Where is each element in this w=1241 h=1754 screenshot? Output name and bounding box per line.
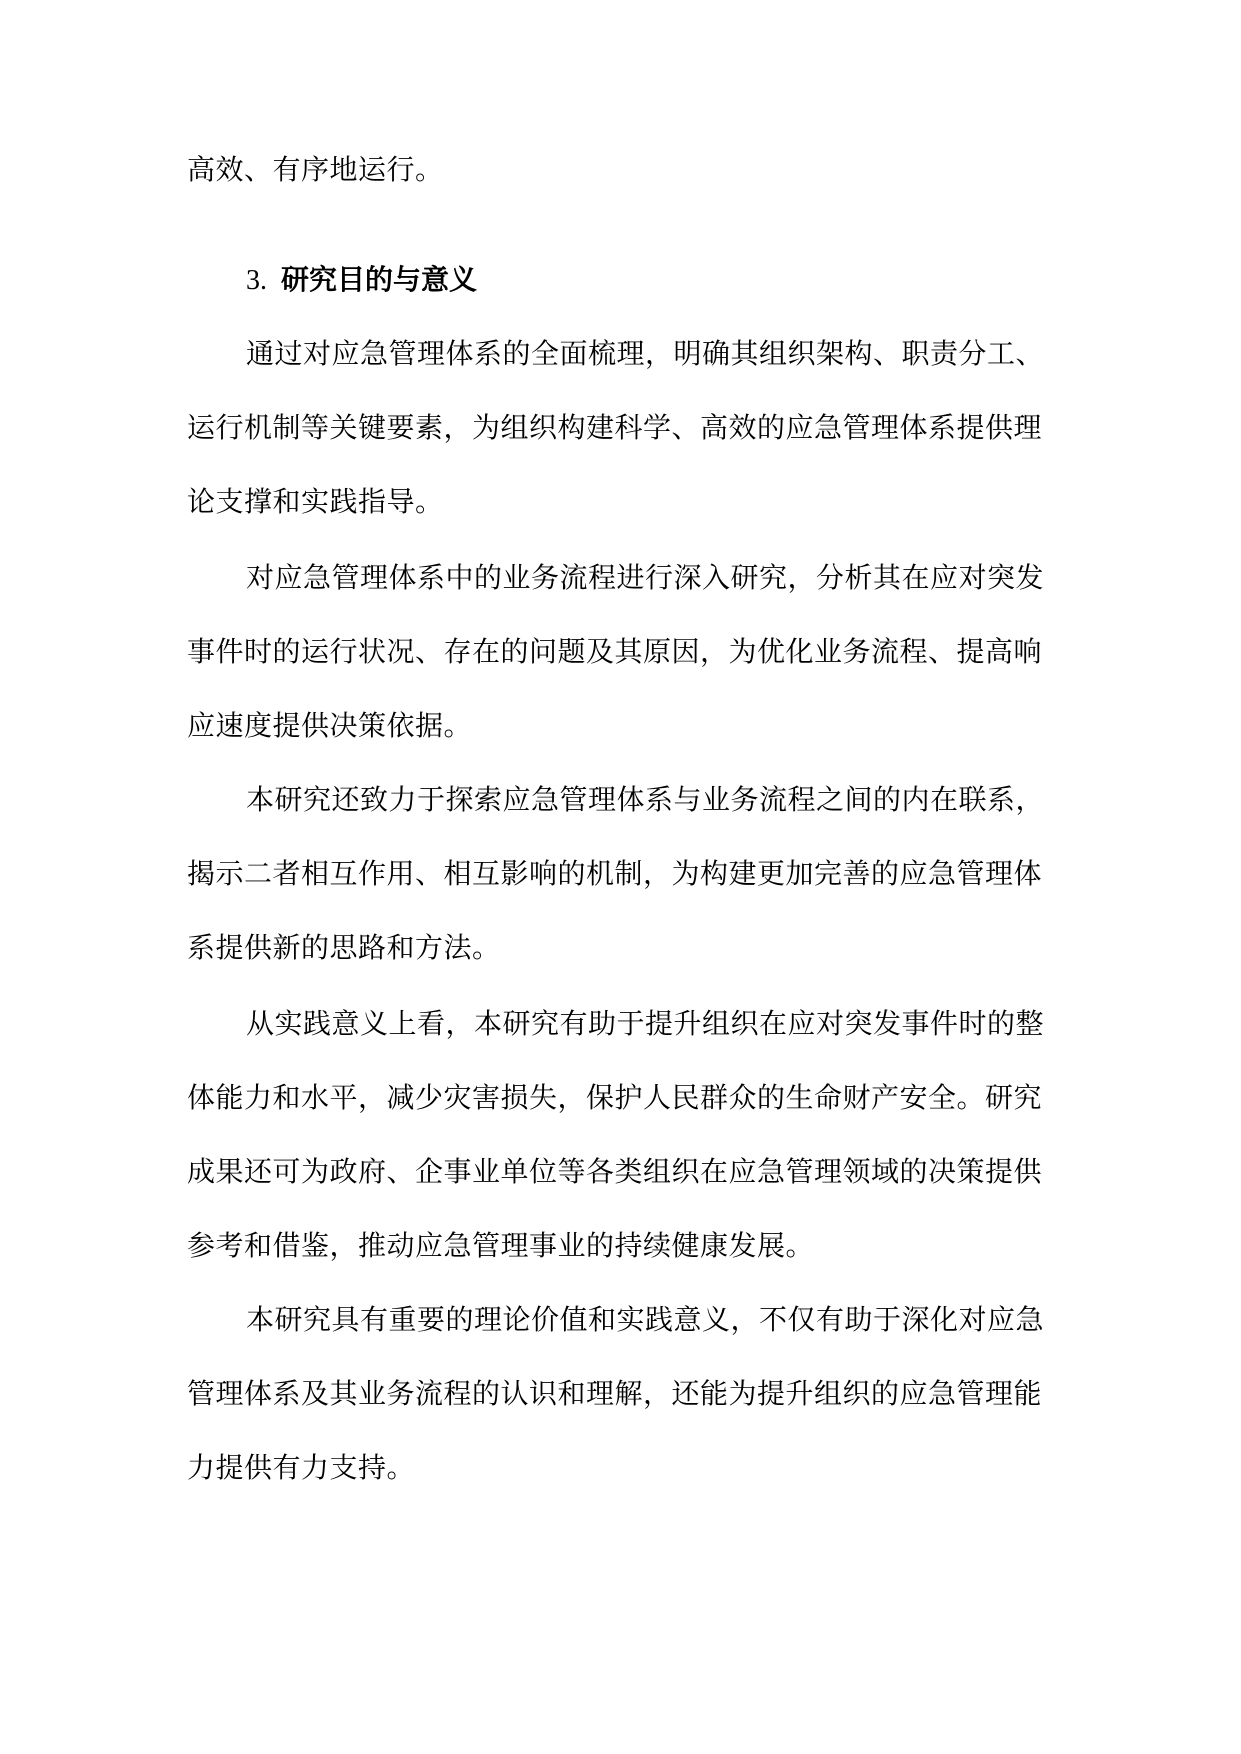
section-heading bbox=[246, 262, 477, 299]
paragraph-line: 通过对应急管理体系的全面梳理，明确其组织架构、职责分工、 bbox=[246, 337, 1045, 370]
paragraph-line: 本研究还致力于探索应急管理体系与业务流程之间的内在联系， bbox=[246, 783, 1045, 816]
paragraph-line: 力提供有力支持。 bbox=[187, 1451, 416, 1484]
paragraph-line: 揭示二者相互作用、相互影响的机制，为构建更加完善的应急管理体 bbox=[187, 857, 1043, 890]
paragraph-line: 参考和借鉴，推动应急管理事业的持续健康发展。 bbox=[187, 1229, 815, 1262]
paragraph-line: 对应急管理体系中的业务流程进行深入研究，分析其在应对突发 bbox=[246, 561, 1045, 594]
section-title: 研究目的与意义 bbox=[281, 263, 478, 296]
paragraph-line: 运行机制等关键要素，为组织构建科学、高效的应急管理体系提供理 bbox=[187, 411, 1043, 444]
paragraph-line: 事件时的运行状况、存在的问题及其原因，为优化业务流程、提高响 bbox=[187, 635, 1043, 668]
section-number: 3. bbox=[246, 265, 267, 296]
paragraph-line: 成果还可为政府、企事业单位等各类组织在应急管理领域的决策提供 bbox=[187, 1155, 1043, 1188]
paragraph-line: 系提供新的思路和方法。 bbox=[187, 931, 501, 964]
paragraph-line: 应速度提供决策依据。 bbox=[187, 709, 473, 742]
continuation-line: 高效、有序地运行。 bbox=[187, 153, 444, 186]
paragraph-line: 管理体系及其业务流程的认识和理解，还能为提升组织的应急管理能 bbox=[187, 1377, 1043, 1410]
paragraph-line: 本研究具有重要的理论价值和实践意义，不仅有助于深化对应急 bbox=[246, 1303, 1045, 1336]
paragraph-line: 从实践意义上看，本研究有助于提升组织在应对突发事件时的整 bbox=[246, 1007, 1045, 1040]
paragraph-line: 论支撑和实践指导。 bbox=[187, 485, 444, 518]
paragraph-line: 体能力和水平，减少灾害损失，保护人民群众的生命财产安全。研究 bbox=[187, 1081, 1043, 1114]
